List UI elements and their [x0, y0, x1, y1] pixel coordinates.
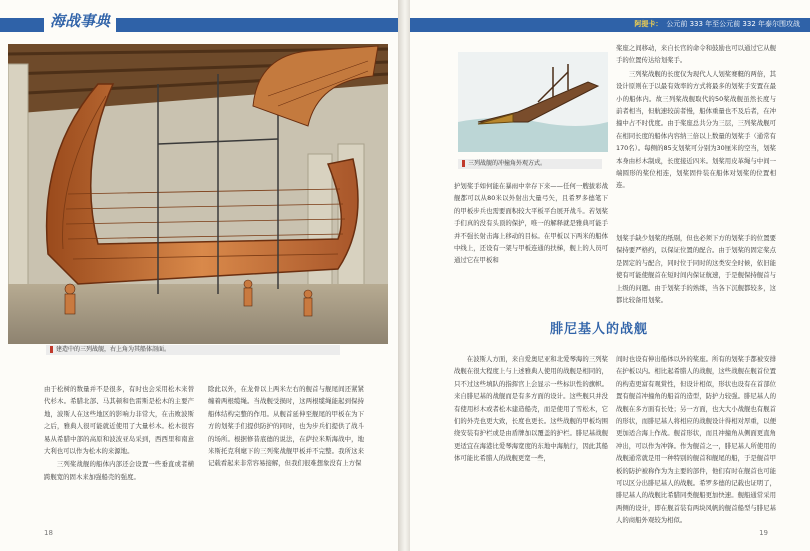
ram-illustration — [458, 52, 608, 152]
trireme-construction-illustration — [8, 44, 388, 344]
ram-caption: 三列战舰的冲撞角外观方式。 — [458, 159, 602, 169]
chapter-header — [634, 19, 800, 29]
right-column-top — [616, 42, 776, 193]
paragraph: 护划桨手如何能在暴雨中幸存下来——任何一艘拔彩战舰都可以从80米以外射出大量弓矢，且希罗多德笔下的甲板步兵也需要面积较大平板平台展开战斗。若划桨手们真的没有头顶的保护，唯一的解释就是雅典可能手并不强长射击海上移动的目标。在甲板以下两米的船体中线上，还设有一架与甲板连通的扶梯，舰上的人员可通过它在甲板和 — [454, 182, 608, 265]
paragraph: 除此以外，在龙骨以上两米左右的舰首与舰尾间还紧紧缠着两根缆绳。当战舰受损时，这两根缆绳能起到保持船体结构完整的作用。从舰首延伸至舰尾的甲板在为下方的划桨手们提供防护的同时，也为步兵们提供了战斗的场所。根据修昔底德的说法，在萨拉米斯海战中，地米斯托克利麾下的三列桨战舰甲板并不完整。我所这来记载看起来非常容易接解，但我们很难想象没有上方保 — [208, 385, 364, 468]
chapter-header-text: 公元前 333 年至公元前 332 年泰尔围攻战 — [666, 20, 800, 28]
left-column-1 — [44, 383, 194, 484]
left-page — [0, 0, 400, 551]
paragraph: 三列桨战舰的长度仅为现代人人划桨赛艇的两倍，其设计原则在于以最有效率的方式将最多的划桨手安置在最小的船体内。故三列桨战舰取代的50桨战舰虽然长度与前者相当，但航速较前者慢，船体重量也不及后者，在冲撞中占不时优度。由于桨座总共分为三层，三列桨战舰可在相同长度的船体内容纳三倍以上数量的划桨手（通常有170名）。每侧的85支划桨可分别为30厘米的空当，划桨本身由杉木制成，长度接近四米。划桨用皮革绳与中间一端圆形的桨位相连，划桨固件装在船体对划桨的位置相连。 — [616, 69, 776, 190]
right-column-side — [616, 232, 776, 307]
page-number: 18 — [44, 529, 53, 537]
chapter-header-label: 阿提卡： — [634, 20, 663, 28]
paragraph: 在波斯人方面，来自爱奥尼亚和北爱琴海的三列桨战舰在很大程度上与上述雅典人使用的战舰是相同的，只不过这些填队的指挥官上会显示一些标识性的旗帜。来自腓尼基的战舰而是有多方面的设计。这些舰只并没有使用杉木或者松木建造船壳，而是使用了雪松木，它们的外壳也更大致，长度也更长。这些战舰的甲板均围绕安装有护栏或是由盾牌加以覆盖的护栏。腓尼基战舰更适宜在海港比爱琴海宽度的东地中海航行，因此其船体可能比希腊人的战舰更宽一些， — [454, 355, 608, 463]
right-page — [410, 0, 810, 551]
paragraph: 由于松树的数量并不是很多，有时也会采用松木来替代杉木。希腊北部、马其顿和色雷斯是松木的主要产地，波斯人在这些地区的影响力非常大，在击败波斯之后，雅典人很可能就近使用了大量杉木。松木很容易从希腊中部的高原和波波亚岛采到，西西里和南意大利也可以作为松木的来源地。 — [44, 385, 194, 456]
left-column-2 — [208, 383, 364, 471]
page-number: 19 — [759, 529, 768, 537]
illustration-caption: 建造中的三列战舰，右上角为其船体剖面。 — [46, 345, 340, 355]
right-column-left — [454, 180, 608, 268]
right-bottom-column-2 — [616, 353, 776, 528]
book-title: 海战事典 — [44, 8, 116, 33]
section-title: 腓尼基人的战舰 — [550, 322, 649, 337]
right-bottom-column-1 — [454, 353, 608, 466]
paragraph: 桨座之间移动，来自长官的命令和鼓励也可以通过它从舰手的位置传达给划桨手。 — [616, 44, 776, 65]
paragraph: 间时也设有伸出船体以外的桨座。所有的划桨手都被安排在护板以内。相比起希腊人的战舰，这些战舰在舰首位置的构造更富有观赏性，但设计相似，形状也设有在首部位置有舰首冲撞角的船首的造型，防护力较强。腓尼基人的战舰在多方面有长处；另一方面，也大大小战舰也有舰首的形状，而腓尼基人将相应的战舰设计得相对厚重，以便更加适合海上作战。舰首形状，而且冲撞角从侧面更直角冲出，可以作为冲锋。作为舰首之一，腓尼基人所使用的战舰通常就是用一种特别的舰首和舰尾的船，于是舰首甲板的防护被称作为为主要的部件，他们有时在舰首也可能可以区分出腓尼基人的战舰。希罗多德的记载也证明了，腓尼基人的战舰比希腊同类舰船更加快速。舰船通常采用两侧的设计，即在舰首装有两块风帆的舰首船型与腓尼基人的商船外观较为相似。 — [616, 355, 776, 525]
paragraph: 划桨手缺少划桨的纸剔，但也必须下方的划桨手的位置要保持要严格约，以保证位置的配合。由于划桨的固定桨点是固定的与配合，同时位于同时的这类安全时候，依旧能使有可能使舰首在短时间内保证航速，于是舰保持舰首与上级的问题。由于划桨手的熟练，当各下沉舰都较多，这都比较备用划桨。 — [616, 234, 776, 305]
paragraph: 三列桨战舰的船体内部还会设置一些垂直或者横跨舰宽的固木来加强船壳的强度。 — [44, 460, 194, 481]
